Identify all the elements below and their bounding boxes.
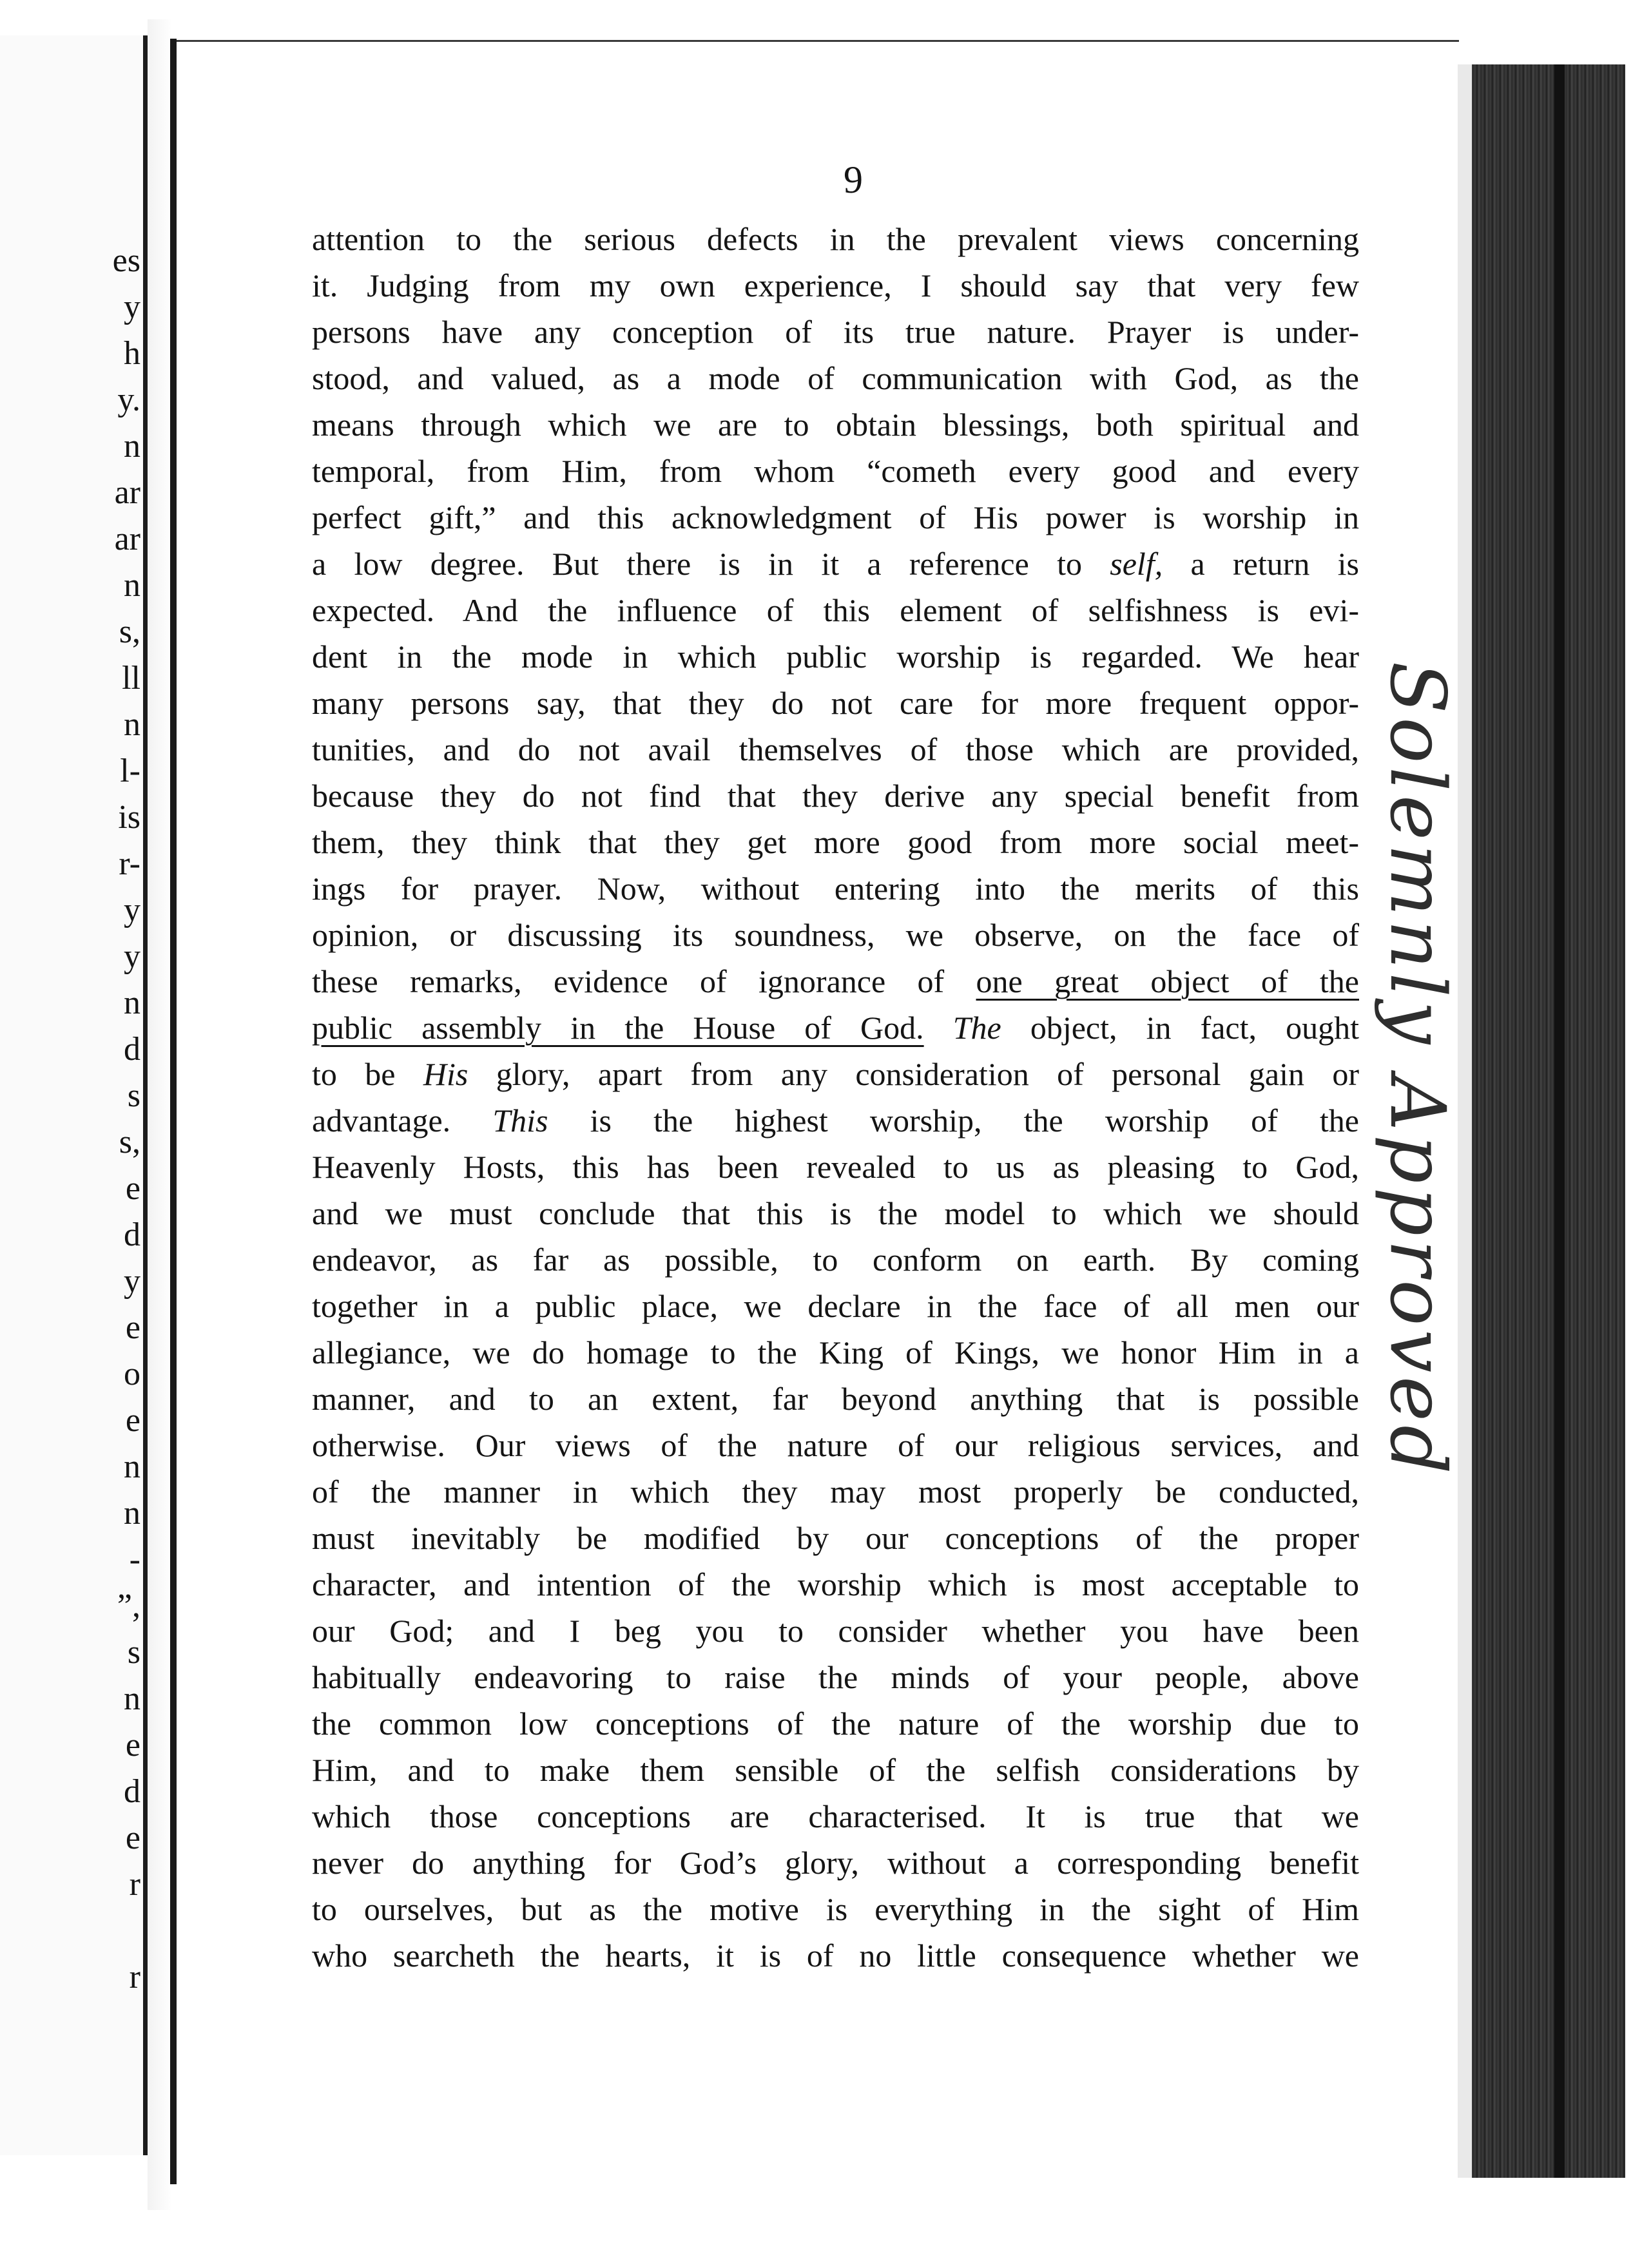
previous-page-fragment: e — [125, 1309, 140, 1346]
previous-page-fragment: y — [124, 1263, 140, 1300]
text-line: temporal, from Him, from whom “cometh every good and every — [312, 453, 1359, 489]
line-text: object, in fact, ought — [1030, 1010, 1360, 1046]
text-line: perfect gift,” and this acknowledgment of His power is worship in — [312, 499, 1359, 535]
text-line: means through which we are to obtain blessings, both spiritual and — [312, 407, 1359, 443]
previous-page-fragment: s — [127, 1634, 140, 1671]
italic-word: This — [492, 1102, 548, 1139]
text-line: and we must conclude that this is the model to which we should — [312, 1195, 1359, 1231]
underlined-phrase: public assembly in the House of God. — [312, 1010, 924, 1046]
line-text: glory, apart from any consideration of personal gain or — [496, 1056, 1360, 1092]
previous-page-fragment: n — [124, 428, 140, 465]
text-line: stood, and valued, as a mode of communication with God, as the — [312, 360, 1359, 396]
text-line: endeavor, as far as possible, to conform on earth. By coming — [312, 1242, 1359, 1278]
previous-page-fragment: e — [125, 1820, 140, 1856]
body-text — [312, 216, 1359, 1979]
previous-page-fragment: ar — [114, 474, 140, 511]
previous-page-fragment: r — [129, 1866, 140, 1903]
previous-page-fragment: l- — [120, 753, 140, 789]
previous-page-fragment: s — [127, 1077, 140, 1114]
page-number: 9 — [844, 159, 863, 201]
italic-word: self, — [1110, 546, 1163, 582]
text-line — [312, 1097, 1359, 1144]
previous-page-fragment: r — [129, 1959, 140, 1995]
book-page — [177, 40, 1459, 2184]
underlined-phrase: one great object of the — [976, 963, 1359, 999]
previous-page-fragment: y. — [117, 381, 140, 418]
previous-page-fragment: n — [124, 706, 140, 743]
previous-page-fragment: r- — [119, 845, 140, 882]
handwritten-margin-note: Solemnly Approved — [1373, 661, 1462, 1478]
text-line: ings for prayer. Now, without entering into the merits of this — [312, 870, 1359, 907]
previous-page-fragment: d — [124, 1216, 140, 1253]
text-line: tunities, and do not avail themselves of those which are provided, — [312, 731, 1359, 767]
text-line: dent in the mode in which public worship is regarded. We hear — [312, 639, 1359, 675]
previous-page-fragment: y — [124, 892, 140, 928]
binding-strip — [1554, 64, 1565, 2178]
previous-page-fragment: y — [124, 938, 140, 975]
previous-page-fragment: ”, — [117, 1588, 140, 1624]
text-line: because they do not find that they derive any special benefit from — [312, 778, 1359, 814]
previous-page-fragment: ll — [122, 660, 140, 697]
previous-page-fragment: y — [124, 289, 140, 325]
text-line: the common low conceptions of the nature of the worship due to — [312, 1706, 1359, 1742]
text-line: our God; and I beg you to consider whether you have been — [312, 1613, 1359, 1649]
text-line: otherwise. Our views of the nature of our religious services, and — [312, 1427, 1359, 1463]
book-spine — [170, 39, 177, 2184]
text-line: it. Judging from my own experience, I should say that very few — [312, 267, 1359, 303]
text-line: to ourselves, but as the motive is everything in the sight of Him — [312, 1891, 1359, 1927]
line-text: to be — [312, 1056, 396, 1092]
text-line: together in a public place, we declare in the face of all men our — [312, 1288, 1359, 1324]
line-text: these remarks, evidence of ignorance of — [312, 963, 945, 999]
previous-page-fragment: es — [112, 242, 140, 279]
text-line: Heavenly Hosts, this has been revealed to us as pleasing to God, — [312, 1149, 1359, 1185]
previous-page-fragment: e — [125, 1727, 140, 1763]
text-line — [312, 1051, 1359, 1097]
text-line: must inevitably be modified by our conceptions of the proper — [312, 1520, 1359, 1556]
text-line: persons have any conception of its true nature. Prayer is under- — [312, 314, 1359, 350]
text-line — [312, 958, 1359, 1004]
text-line: habitually endeavoring to raise the minds of your people, above — [312, 1659, 1359, 1695]
text-line: allegiance, we do homage to the King of Kings, we honor Him in a — [312, 1334, 1359, 1370]
text-line: expected. And the influence of this element of selfishness is evi- — [312, 592, 1359, 628]
book-fore-edge — [1458, 64, 1625, 2178]
text-line: many persons say, that they do not care for more frequent oppor- — [312, 685, 1359, 721]
text-line: which those conceptions are characterised. It is true that we — [312, 1798, 1359, 1834]
line-text: is the highest worship, the worship of the — [590, 1102, 1359, 1139]
previous-page-fragment: s, — [119, 1124, 140, 1160]
text-line: Him, and to make them sensible of the selfish considerations by — [312, 1752, 1359, 1788]
previous-page-fragment: n — [124, 985, 140, 1021]
previous-page-fragment: n — [124, 567, 140, 604]
previous-page-edge — [0, 35, 148, 2155]
line-text: a return is — [1190, 546, 1360, 582]
previous-page-fragment: h — [124, 335, 140, 372]
previous-page-fragment: s, — [119, 613, 140, 650]
text-line: character, and intention of the worship which is most acceptable to — [312, 1566, 1359, 1602]
gutter — [148, 19, 172, 2210]
text-line: them, they think that they get more good from more social meet- — [312, 824, 1359, 860]
previous-page-fragment: n — [124, 1448, 140, 1485]
text-line: attention to the serious defects in the prevalent views concerning — [312, 221, 1359, 257]
text-line: of the manner in which they may most properly be conducted, — [312, 1474, 1359, 1510]
text-line: never do anything for God’s glory, without a corresponding benefit — [312, 1845, 1359, 1881]
previous-page-fragment: n — [124, 1680, 140, 1717]
previous-page-fragment: - — [129, 1541, 140, 1578]
previous-page-fragment: n — [124, 1495, 140, 1532]
previous-page-fragment: is — [118, 799, 140, 836]
line-text: a low degree. But there is in it a reference to — [312, 546, 1082, 582]
italic-word: The — [952, 1010, 1001, 1046]
text-line: manner, and to an extent, far beyond anything that is possible — [312, 1381, 1359, 1417]
previous-page-fragment: e — [125, 1402, 140, 1439]
text-line — [312, 541, 1359, 587]
previous-page-fragment: d — [124, 1773, 140, 1810]
text-line — [312, 1004, 1359, 1051]
previous-page-fragment: o — [124, 1356, 140, 1392]
previous-page-fragment: d — [124, 1031, 140, 1068]
text-line: who searcheth the hearts, it is of no little consequence whether we — [312, 1937, 1359, 1974]
previous-page-fragment: e — [125, 1170, 140, 1207]
text-line: opinion, or discussing its soundness, we observe, on the face of — [312, 917, 1359, 953]
line-text: advantage. — [312, 1102, 451, 1139]
previous-page-fragment: ar — [114, 521, 140, 557]
italic-word: His — [423, 1056, 468, 1092]
